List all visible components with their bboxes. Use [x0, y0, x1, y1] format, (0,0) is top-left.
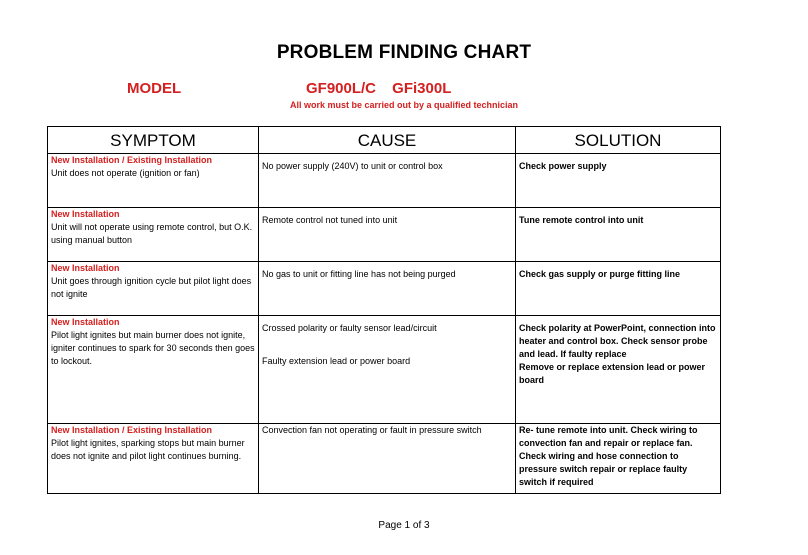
model-numbers: GF900L/C GFi300L — [306, 80, 452, 97]
table-row — [48, 208, 721, 262]
table-row — [48, 262, 721, 316]
installation-category: New Installation — [51, 209, 120, 219]
page-title: PROBLEM FINDING CHART — [276, 42, 532, 63]
solution-cell — [516, 316, 721, 424]
solution-cell — [516, 262, 721, 316]
cause-text-secondary: Faulty extension lead or power board — [262, 356, 411, 366]
solution-text: Check polarity at PowerPoint, connection into heater and control box. Check sensor probe and lead. If faulty replace — [519, 323, 716, 359]
table-row — [48, 154, 721, 208]
solution-text: Check gas supply or purge fitting line — [519, 269, 681, 279]
solution-text: Check power supply — [519, 161, 607, 171]
symptom-text: Unit will not operate using remote control, but O.K. using manual button — [51, 222, 253, 245]
page-number: Page 1 of 3 — [378, 520, 430, 531]
model-label: MODEL — [127, 80, 182, 97]
symptom-text: Unit does not operate (ignition or fan) — [51, 168, 200, 178]
symptom-text: Pilot light ignites but main burner does not ignite, igniter continues to spark for 30 seconds then goes to lockout. — [51, 330, 255, 366]
solution-text: Tune remote control into unit — [519, 215, 644, 225]
cause-text: Crossed polarity or faulty sensor lead/circuit — [262, 323, 437, 333]
symptom-text: Unit goes through ignition cycle but pilot light does not ignite — [51, 276, 252, 299]
solution-text: Re- tune remote into unit. Check wiring to convection fan and repair or replace fan. Check wiring and hose connection to pressure switch repair or replace faulty switch if required — [519, 425, 698, 487]
header-cause: CAUSE — [259, 127, 516, 154]
installation-category: New Installation — [51, 317, 120, 327]
table-row — [48, 316, 721, 424]
solution-cell — [516, 424, 721, 494]
table-header-row — [48, 127, 721, 154]
cause-cell — [259, 208, 516, 262]
cause-cell — [259, 316, 516, 424]
solution-text-secondary: Remove or replace extension lead or power board — [519, 362, 706, 385]
cause-text: No gas to unit or fitting line has not being purged — [262, 269, 456, 279]
symptom-cell — [48, 424, 259, 494]
solution-cell — [516, 208, 721, 262]
header-solution: SOLUTION — [516, 127, 721, 154]
installation-category: New Installation / Existing Installation — [51, 425, 213, 435]
cause-text: Convection fan not operating or fault in pressure switch — [262, 425, 482, 435]
installation-category: New Installation — [51, 263, 120, 273]
solution-cell — [516, 154, 721, 208]
problem-finding-table — [47, 126, 721, 494]
cause-cell — [259, 424, 516, 494]
symptom-text: Pilot light ignites, sparking stops but main burner does not ignite and pilot light continues burning. — [51, 438, 245, 461]
symptom-cell — [48, 208, 259, 262]
symptom-cell — [48, 316, 259, 424]
symptom-cell — [48, 154, 259, 208]
symptom-cell — [48, 262, 259, 316]
cause-cell — [259, 262, 516, 316]
header-symptom: SYMPTOM — [48, 127, 259, 154]
qualified-technician-notice: All work must be carried out by a qualified technician — [289, 100, 519, 110]
cause-text: Remote control not tuned into unit — [262, 215, 398, 225]
cause-cell — [259, 154, 516, 208]
cause-text: No power supply (240V) to unit or control box — [262, 161, 443, 171]
installation-category: New Installation / Existing Installation — [51, 155, 213, 165]
table-row — [48, 424, 721, 494]
